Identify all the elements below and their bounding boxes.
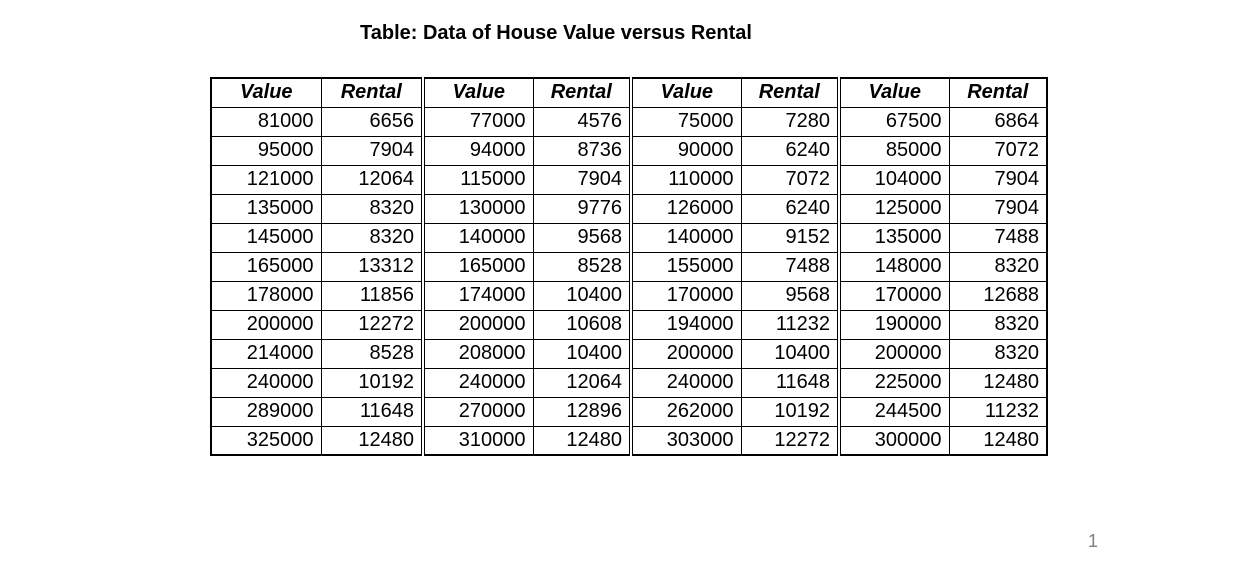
value-cell: 126000 bbox=[631, 194, 741, 223]
table-row bbox=[211, 252, 1047, 281]
value-cell: 208000 bbox=[423, 339, 533, 368]
rental-cell: 8528 bbox=[321, 339, 423, 368]
value-cell: 240000 bbox=[211, 368, 321, 397]
rental-cell: 11232 bbox=[949, 397, 1047, 426]
value-cell: 200000 bbox=[211, 310, 321, 339]
house-value-rental-table bbox=[210, 77, 1048, 456]
rental-cell: 9776 bbox=[533, 194, 631, 223]
value-cell: 145000 bbox=[211, 223, 321, 252]
rental-cell: 7488 bbox=[741, 252, 839, 281]
rental-cell: 12896 bbox=[533, 397, 631, 426]
value-cell: 240000 bbox=[631, 368, 741, 397]
rental-cell: 11648 bbox=[321, 397, 423, 426]
value-cell: 81000 bbox=[211, 107, 321, 136]
value-cell: 140000 bbox=[631, 223, 741, 252]
value-cell: 90000 bbox=[631, 136, 741, 165]
value-cell: 140000 bbox=[423, 223, 533, 252]
value-cell: 135000 bbox=[839, 223, 949, 252]
value-cell: 165000 bbox=[211, 252, 321, 281]
rental-cell: 12480 bbox=[533, 426, 631, 455]
table-row bbox=[211, 397, 1047, 426]
value-cell: 130000 bbox=[423, 194, 533, 223]
page-number: 1 bbox=[1088, 531, 1099, 551]
value-cell: 155000 bbox=[631, 252, 741, 281]
value-cell: 200000 bbox=[423, 310, 533, 339]
rental-cell: 8320 bbox=[321, 223, 423, 252]
value-cell: 289000 bbox=[211, 397, 321, 426]
value-cell: 225000 bbox=[839, 368, 949, 397]
table-body bbox=[211, 107, 1047, 455]
value-cell: 300000 bbox=[839, 426, 949, 455]
table-row bbox=[211, 223, 1047, 252]
rental-cell: 8320 bbox=[321, 194, 423, 223]
rental-cell: 8320 bbox=[949, 310, 1047, 339]
value-cell: 200000 bbox=[631, 339, 741, 368]
table-row bbox=[211, 194, 1047, 223]
rental-cell: 10608 bbox=[533, 310, 631, 339]
rental-cell: 11856 bbox=[321, 281, 423, 310]
rental-cell: 7904 bbox=[533, 165, 631, 194]
value-cell: 77000 bbox=[423, 107, 533, 136]
rental-cell: 9152 bbox=[741, 223, 839, 252]
value-cell: 303000 bbox=[631, 426, 741, 455]
column-header-value: Value bbox=[423, 78, 533, 107]
rental-cell: 10192 bbox=[741, 397, 839, 426]
column-header-rental: Rental bbox=[533, 78, 631, 107]
rental-cell: 12480 bbox=[321, 426, 423, 455]
table-row bbox=[211, 339, 1047, 368]
value-cell: 170000 bbox=[839, 281, 949, 310]
rental-cell: 12688 bbox=[949, 281, 1047, 310]
table-row bbox=[211, 368, 1047, 397]
rental-cell: 7904 bbox=[949, 194, 1047, 223]
rental-cell: 7072 bbox=[741, 165, 839, 194]
value-cell: 121000 bbox=[211, 165, 321, 194]
column-header-rental: Rental bbox=[321, 78, 423, 107]
rental-cell: 8736 bbox=[533, 136, 631, 165]
rental-cell: 12272 bbox=[741, 426, 839, 455]
table-row bbox=[211, 136, 1047, 165]
rental-cell: 10400 bbox=[533, 339, 631, 368]
rental-cell: 9568 bbox=[741, 281, 839, 310]
rental-cell: 6864 bbox=[949, 107, 1047, 136]
column-header-rental: Rental bbox=[949, 78, 1047, 107]
rental-cell: 12272 bbox=[321, 310, 423, 339]
value-cell: 178000 bbox=[211, 281, 321, 310]
rental-cell: 12064 bbox=[533, 368, 631, 397]
value-cell: 170000 bbox=[631, 281, 741, 310]
table-row bbox=[211, 426, 1047, 455]
rental-cell: 12064 bbox=[321, 165, 423, 194]
rental-cell: 7280 bbox=[741, 107, 839, 136]
value-cell: 125000 bbox=[839, 194, 949, 223]
table-title: Table: Data of House Value versus Rental bbox=[360, 22, 752, 44]
rental-cell: 12480 bbox=[949, 368, 1047, 397]
value-cell: 67500 bbox=[839, 107, 949, 136]
value-cell: 200000 bbox=[839, 339, 949, 368]
rental-cell: 4576 bbox=[533, 107, 631, 136]
header-row bbox=[211, 78, 1047, 107]
value-cell: 85000 bbox=[839, 136, 949, 165]
value-cell: 190000 bbox=[839, 310, 949, 339]
rental-cell: 7072 bbox=[949, 136, 1047, 165]
column-header-value: Value bbox=[839, 78, 949, 107]
value-cell: 104000 bbox=[839, 165, 949, 194]
value-cell: 94000 bbox=[423, 136, 533, 165]
value-cell: 214000 bbox=[211, 339, 321, 368]
value-cell: 194000 bbox=[631, 310, 741, 339]
value-cell: 270000 bbox=[423, 397, 533, 426]
value-cell: 262000 bbox=[631, 397, 741, 426]
rental-cell: 9568 bbox=[533, 223, 631, 252]
value-cell: 240000 bbox=[423, 368, 533, 397]
value-cell: 95000 bbox=[211, 136, 321, 165]
rental-cell: 8320 bbox=[949, 339, 1047, 368]
column-header-value: Value bbox=[631, 78, 741, 107]
value-cell: 174000 bbox=[423, 281, 533, 310]
rental-cell: 11648 bbox=[741, 368, 839, 397]
value-cell: 310000 bbox=[423, 426, 533, 455]
rental-cell: 12480 bbox=[949, 426, 1047, 455]
rental-cell: 6240 bbox=[741, 136, 839, 165]
rental-cell: 10192 bbox=[321, 368, 423, 397]
rental-cell: 13312 bbox=[321, 252, 423, 281]
value-cell: 115000 bbox=[423, 165, 533, 194]
column-header-rental: Rental bbox=[741, 78, 839, 107]
rental-cell: 6240 bbox=[741, 194, 839, 223]
rental-cell: 7488 bbox=[949, 223, 1047, 252]
table-row bbox=[211, 107, 1047, 136]
value-cell: 165000 bbox=[423, 252, 533, 281]
rental-cell: 10400 bbox=[741, 339, 839, 368]
value-cell: 244500 bbox=[839, 397, 949, 426]
rental-cell: 7904 bbox=[949, 165, 1047, 194]
table-row bbox=[211, 165, 1047, 194]
rental-cell: 10400 bbox=[533, 281, 631, 310]
value-cell: 110000 bbox=[631, 165, 741, 194]
value-cell: 135000 bbox=[211, 194, 321, 223]
rental-cell: 8320 bbox=[949, 252, 1047, 281]
value-cell: 75000 bbox=[631, 107, 741, 136]
table-row bbox=[211, 310, 1047, 339]
rental-cell: 11232 bbox=[741, 310, 839, 339]
rental-cell: 7904 bbox=[321, 136, 423, 165]
column-header-value: Value bbox=[211, 78, 321, 107]
value-cell: 325000 bbox=[211, 426, 321, 455]
rental-cell: 6656 bbox=[321, 107, 423, 136]
value-cell: 148000 bbox=[839, 252, 949, 281]
rental-cell: 8528 bbox=[533, 252, 631, 281]
table-row bbox=[211, 281, 1047, 310]
